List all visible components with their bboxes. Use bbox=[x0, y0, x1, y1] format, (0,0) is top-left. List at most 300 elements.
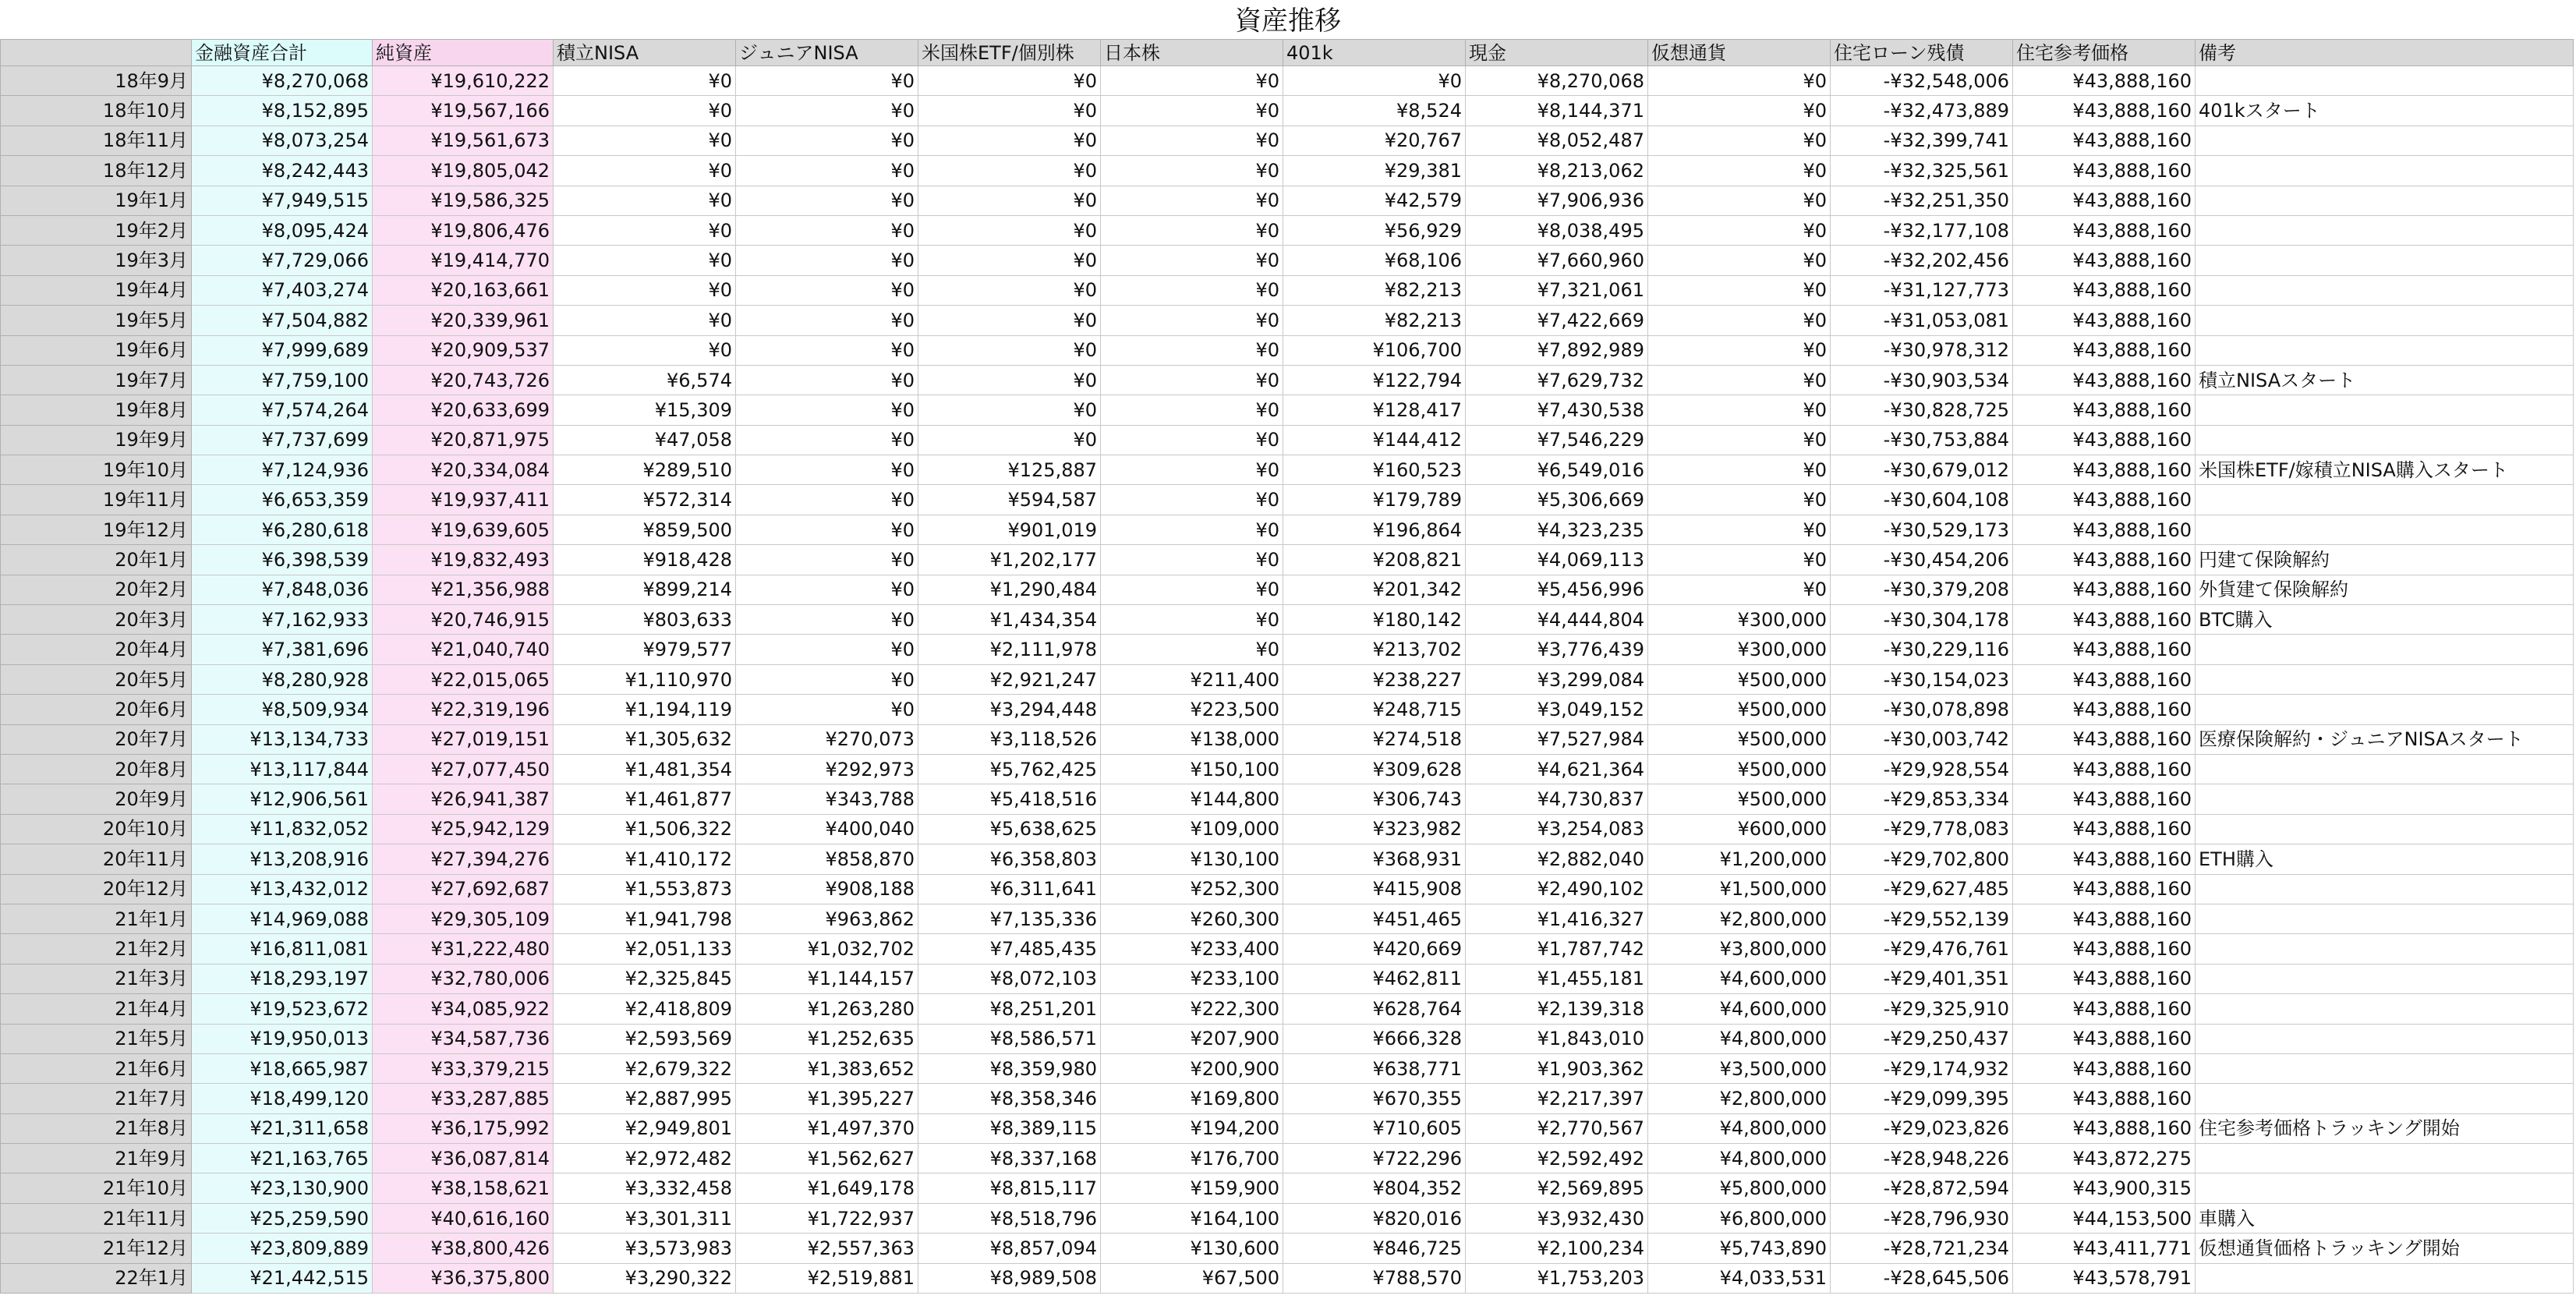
data-cell[interactable]: ¥1,500,000 bbox=[1648, 874, 1831, 904]
data-cell[interactable]: ¥274,518 bbox=[1283, 724, 1466, 754]
data-cell[interactable]: -¥29,476,761 bbox=[1831, 934, 2013, 964]
financial-assets-cell[interactable]: ¥25,259,590 bbox=[192, 1203, 373, 1233]
data-cell[interactable]: ¥7,422,669 bbox=[1466, 306, 1648, 335]
net-assets-cell[interactable]: ¥20,163,661 bbox=[373, 275, 554, 305]
note-cell[interactable] bbox=[2196, 156, 2574, 186]
data-cell[interactable]: ¥500,000 bbox=[1648, 754, 1831, 784]
data-cell[interactable]: ¥462,811 bbox=[1283, 964, 1466, 993]
data-cell[interactable]: -¥29,099,395 bbox=[1831, 1084, 2013, 1113]
data-cell[interactable]: ¥8,072,103 bbox=[918, 964, 1101, 993]
data-cell[interactable]: ¥1,395,227 bbox=[736, 1084, 918, 1113]
data-cell[interactable]: -¥30,454,206 bbox=[1831, 545, 2013, 575]
data-cell[interactable]: ¥1,290,484 bbox=[918, 575, 1101, 604]
row-label[interactable]: 21年10月 bbox=[1, 1173, 192, 1203]
data-cell[interactable]: -¥28,872,594 bbox=[1831, 1173, 2013, 1203]
note-cell[interactable] bbox=[2196, 1263, 2574, 1293]
note-cell[interactable] bbox=[2196, 1144, 2574, 1173]
note-cell[interactable]: 車購入 bbox=[2196, 1203, 2574, 1233]
data-cell[interactable]: ¥4,730,837 bbox=[1466, 784, 1648, 814]
data-cell[interactable]: ¥4,800,000 bbox=[1648, 1113, 1831, 1143]
net-assets-cell[interactable]: ¥26,941,387 bbox=[373, 784, 554, 814]
data-cell[interactable]: -¥28,796,930 bbox=[1831, 1203, 2013, 1233]
net-assets-cell[interactable]: ¥40,616,160 bbox=[373, 1203, 554, 1233]
note-cell[interactable] bbox=[2196, 515, 2574, 544]
note-cell[interactable] bbox=[2196, 1053, 2574, 1083]
data-cell[interactable]: ¥0 bbox=[736, 246, 918, 275]
data-cell[interactable]: ¥7,892,989 bbox=[1466, 335, 1648, 365]
data-cell[interactable]: ¥306,743 bbox=[1283, 784, 1466, 814]
note-cell[interactable] bbox=[2196, 1084, 2574, 1113]
column-header[interactable]: 純資産 bbox=[373, 40, 554, 66]
data-cell[interactable]: ¥0 bbox=[736, 66, 918, 96]
financial-assets-cell[interactable]: ¥7,403,274 bbox=[192, 275, 373, 305]
data-cell[interactable]: ¥3,290,322 bbox=[554, 1263, 736, 1293]
data-cell[interactable]: ¥169,800 bbox=[1101, 1084, 1283, 1113]
data-cell[interactable]: ¥270,073 bbox=[736, 724, 918, 754]
data-cell[interactable]: ¥43,888,160 bbox=[2013, 664, 2196, 694]
financial-assets-cell[interactable]: ¥13,208,916 bbox=[192, 844, 373, 874]
data-cell[interactable]: -¥29,174,932 bbox=[1831, 1053, 2013, 1083]
row-label[interactable]: 21年5月 bbox=[1, 1024, 192, 1053]
data-cell[interactable]: ¥2,111,978 bbox=[918, 635, 1101, 664]
net-assets-cell[interactable]: ¥20,339,961 bbox=[373, 306, 554, 335]
data-cell[interactable]: ¥7,430,538 bbox=[1466, 395, 1648, 425]
note-cell[interactable]: BTC購入 bbox=[2196, 605, 2574, 635]
data-cell[interactable]: ¥109,000 bbox=[1101, 814, 1283, 844]
data-cell[interactable]: ¥1,200,000 bbox=[1648, 844, 1831, 874]
column-header[interactable]: 仮想通貨 bbox=[1648, 40, 1831, 66]
note-cell[interactable] bbox=[2196, 904, 2574, 933]
data-cell[interactable]: ¥899,214 bbox=[554, 575, 736, 604]
data-cell[interactable]: ¥8,144,371 bbox=[1466, 96, 1648, 126]
net-assets-cell[interactable]: ¥19,414,770 bbox=[373, 246, 554, 275]
column-header[interactable]: 金融資産合計 bbox=[192, 40, 373, 66]
data-cell[interactable]: ¥43,888,160 bbox=[2013, 485, 2196, 515]
data-cell[interactable]: ¥43,888,160 bbox=[2013, 365, 2196, 395]
data-cell[interactable]: ¥0 bbox=[918, 215, 1101, 245]
net-assets-cell[interactable]: ¥21,356,988 bbox=[373, 575, 554, 604]
net-assets-cell[interactable]: ¥31,222,480 bbox=[373, 934, 554, 964]
data-cell[interactable]: ¥0 bbox=[918, 425, 1101, 455]
data-cell[interactable]: ¥0 bbox=[1101, 365, 1283, 395]
data-cell[interactable]: ¥20,767 bbox=[1283, 126, 1466, 155]
row-label[interactable]: 20年7月 bbox=[1, 724, 192, 754]
data-cell[interactable]: ¥4,323,235 bbox=[1466, 515, 1648, 544]
data-cell[interactable]: ¥260,300 bbox=[1101, 904, 1283, 933]
data-cell[interactable]: ¥68,106 bbox=[1283, 246, 1466, 275]
data-cell[interactable]: ¥194,200 bbox=[1101, 1113, 1283, 1143]
data-cell[interactable]: ¥451,465 bbox=[1283, 904, 1466, 933]
row-label[interactable]: 21年3月 bbox=[1, 964, 192, 993]
data-cell[interactable]: ¥3,299,084 bbox=[1466, 664, 1648, 694]
data-cell[interactable]: ¥43,578,791 bbox=[2013, 1263, 2196, 1293]
note-cell[interactable] bbox=[2196, 695, 2574, 724]
net-assets-cell[interactable]: ¥27,019,151 bbox=[373, 724, 554, 754]
data-cell[interactable]: ¥0 bbox=[736, 306, 918, 335]
data-cell[interactable]: ¥4,600,000 bbox=[1648, 994, 1831, 1024]
data-cell[interactable]: ¥1,252,635 bbox=[736, 1024, 918, 1053]
note-cell[interactable] bbox=[2196, 485, 2574, 515]
data-cell[interactable]: ¥5,762,425 bbox=[918, 754, 1101, 784]
financial-assets-cell[interactable]: ¥13,134,733 bbox=[192, 724, 373, 754]
data-cell[interactable]: ¥43,888,160 bbox=[2013, 964, 2196, 993]
net-assets-cell[interactable]: ¥27,692,687 bbox=[373, 874, 554, 904]
net-assets-cell[interactable]: ¥19,805,042 bbox=[373, 156, 554, 186]
data-cell[interactable]: ¥1,903,362 bbox=[1466, 1053, 1648, 1083]
data-cell[interactable]: -¥30,529,173 bbox=[1831, 515, 2013, 544]
data-cell[interactable]: ¥8,989,508 bbox=[918, 1263, 1101, 1293]
data-cell[interactable]: ¥0 bbox=[1648, 96, 1831, 126]
data-cell[interactable]: -¥29,552,139 bbox=[1831, 904, 2013, 933]
financial-assets-cell[interactable]: ¥7,381,696 bbox=[192, 635, 373, 664]
note-cell[interactable] bbox=[2196, 425, 2574, 455]
data-cell[interactable]: ¥43,888,160 bbox=[2013, 1113, 2196, 1143]
data-cell[interactable]: ¥82,213 bbox=[1283, 306, 1466, 335]
data-cell[interactable]: ¥0 bbox=[554, 186, 736, 215]
data-cell[interactable]: ¥0 bbox=[918, 156, 1101, 186]
data-cell[interactable]: ¥150,100 bbox=[1101, 754, 1283, 784]
data-cell[interactable]: ¥4,800,000 bbox=[1648, 1024, 1831, 1053]
data-cell[interactable]: ¥1,722,937 bbox=[736, 1203, 918, 1233]
data-cell[interactable]: ¥979,577 bbox=[554, 635, 736, 664]
data-cell[interactable]: ¥0 bbox=[1101, 215, 1283, 245]
financial-assets-cell[interactable]: ¥8,242,443 bbox=[192, 156, 373, 186]
data-cell[interactable]: ¥43,888,160 bbox=[2013, 275, 2196, 305]
financial-assets-cell[interactable]: ¥23,130,900 bbox=[192, 1173, 373, 1203]
net-assets-cell[interactable]: ¥19,567,166 bbox=[373, 96, 554, 126]
net-assets-cell[interactable]: ¥19,832,493 bbox=[373, 545, 554, 575]
financial-assets-cell[interactable]: ¥8,509,934 bbox=[192, 695, 373, 724]
data-cell[interactable]: ¥1,455,181 bbox=[1466, 964, 1648, 993]
row-label[interactable]: 20年1月 bbox=[1, 545, 192, 575]
data-cell[interactable]: ¥859,500 bbox=[554, 515, 736, 544]
data-cell[interactable]: ¥1,032,702 bbox=[736, 934, 918, 964]
data-cell[interactable]: ¥3,118,526 bbox=[918, 724, 1101, 754]
data-cell[interactable]: ¥43,888,160 bbox=[2013, 1084, 2196, 1113]
financial-assets-cell[interactable]: ¥7,124,936 bbox=[192, 455, 373, 485]
data-cell[interactable]: -¥32,325,561 bbox=[1831, 156, 2013, 186]
data-cell[interactable]: ¥1,481,354 bbox=[554, 754, 736, 784]
data-cell[interactable]: ¥5,456,996 bbox=[1466, 575, 1648, 604]
data-cell[interactable]: ¥2,100,234 bbox=[1466, 1234, 1648, 1263]
data-cell[interactable]: ¥2,217,397 bbox=[1466, 1084, 1648, 1113]
data-cell[interactable]: ¥1,562,627 bbox=[736, 1144, 918, 1173]
financial-assets-cell[interactable]: ¥8,280,928 bbox=[192, 664, 373, 694]
data-cell[interactable]: ¥0 bbox=[1101, 635, 1283, 664]
data-cell[interactable]: ¥289,510 bbox=[554, 455, 736, 485]
data-cell[interactable]: ¥0 bbox=[736, 695, 918, 724]
data-cell[interactable]: ¥0 bbox=[1648, 306, 1831, 335]
data-cell[interactable]: ¥1,194,119 bbox=[554, 695, 736, 724]
note-cell[interactable] bbox=[2196, 1173, 2574, 1203]
note-cell[interactable] bbox=[2196, 784, 2574, 814]
column-header[interactable]: 積立NISA bbox=[554, 40, 736, 66]
data-cell[interactable]: ¥42,579 bbox=[1283, 186, 1466, 215]
column-header[interactable]: 日本株 bbox=[1101, 40, 1283, 66]
note-cell[interactable]: 外貨建て保険解約 bbox=[2196, 575, 2574, 604]
data-cell[interactable]: -¥30,903,534 bbox=[1831, 365, 2013, 395]
data-cell[interactable]: ¥7,527,984 bbox=[1466, 724, 1648, 754]
note-cell[interactable] bbox=[2196, 186, 2574, 215]
data-cell[interactable]: ¥8,358,346 bbox=[918, 1084, 1101, 1113]
data-cell[interactable]: ¥8,052,487 bbox=[1466, 126, 1648, 155]
row-label[interactable]: 19年7月 bbox=[1, 365, 192, 395]
data-cell[interactable]: ¥128,417 bbox=[1283, 395, 1466, 425]
net-assets-cell[interactable]: ¥20,743,726 bbox=[373, 365, 554, 395]
financial-assets-cell[interactable]: ¥8,095,424 bbox=[192, 215, 373, 245]
data-cell[interactable]: ¥1,461,877 bbox=[554, 784, 736, 814]
data-cell[interactable]: ¥130,100 bbox=[1101, 844, 1283, 874]
row-label[interactable]: 20年3月 bbox=[1, 605, 192, 635]
data-cell[interactable]: ¥2,972,482 bbox=[554, 1144, 736, 1173]
financial-assets-cell[interactable]: ¥7,848,036 bbox=[192, 575, 373, 604]
data-cell[interactable]: ¥7,546,229 bbox=[1466, 425, 1648, 455]
data-cell[interactable]: ¥3,254,083 bbox=[1466, 814, 1648, 844]
data-cell[interactable]: ¥43,888,160 bbox=[2013, 605, 2196, 635]
note-cell[interactable]: 医療保険解約・ジュニアNISAスタート bbox=[2196, 724, 2574, 754]
data-cell[interactable]: ¥3,294,448 bbox=[918, 695, 1101, 724]
data-cell[interactable]: ¥572,314 bbox=[554, 485, 736, 515]
data-cell[interactable]: ¥0 bbox=[736, 126, 918, 155]
data-cell[interactable]: ¥1,497,370 bbox=[736, 1113, 918, 1143]
data-cell[interactable]: ¥309,628 bbox=[1283, 754, 1466, 784]
data-cell[interactable]: ¥43,888,160 bbox=[2013, 754, 2196, 784]
data-cell[interactable]: ¥6,574 bbox=[554, 365, 736, 395]
data-cell[interactable]: ¥666,328 bbox=[1283, 1024, 1466, 1053]
financial-assets-cell[interactable]: ¥7,504,882 bbox=[192, 306, 373, 335]
data-cell[interactable]: ¥138,000 bbox=[1101, 724, 1283, 754]
data-cell[interactable]: ¥0 bbox=[1101, 306, 1283, 335]
data-cell[interactable]: ¥4,069,113 bbox=[1466, 545, 1648, 575]
note-cell[interactable]: 401kスタート bbox=[2196, 96, 2574, 126]
net-assets-cell[interactable]: ¥27,077,450 bbox=[373, 754, 554, 784]
data-cell[interactable]: ¥43,888,160 bbox=[2013, 66, 2196, 96]
row-label[interactable]: 19年2月 bbox=[1, 215, 192, 245]
data-cell[interactable]: ¥0 bbox=[918, 246, 1101, 275]
data-cell[interactable]: ¥0 bbox=[736, 365, 918, 395]
financial-assets-cell[interactable]: ¥7,999,689 bbox=[192, 335, 373, 365]
data-cell[interactable]: ¥820,016 bbox=[1283, 1203, 1466, 1233]
data-cell[interactable]: ¥4,600,000 bbox=[1648, 964, 1831, 993]
net-assets-cell[interactable]: ¥33,287,885 bbox=[373, 1084, 554, 1113]
row-label[interactable]: 21年8月 bbox=[1, 1113, 192, 1143]
data-cell[interactable]: ¥5,800,000 bbox=[1648, 1173, 1831, 1203]
data-cell[interactable]: ¥0 bbox=[1648, 425, 1831, 455]
data-cell[interactable]: ¥43,888,160 bbox=[2013, 215, 2196, 245]
data-cell[interactable]: -¥32,473,889 bbox=[1831, 96, 2013, 126]
data-cell[interactable]: ¥43,888,160 bbox=[2013, 904, 2196, 933]
data-cell[interactable]: ¥1,553,873 bbox=[554, 874, 736, 904]
net-assets-cell[interactable]: ¥34,587,736 bbox=[373, 1024, 554, 1053]
data-cell[interactable]: ¥0 bbox=[1648, 395, 1831, 425]
data-cell[interactable]: ¥343,788 bbox=[736, 784, 918, 814]
financial-assets-cell[interactable]: ¥7,737,699 bbox=[192, 425, 373, 455]
data-cell[interactable]: ¥7,629,732 bbox=[1466, 365, 1648, 395]
column-header[interactable]: 現金 bbox=[1466, 40, 1648, 66]
data-cell[interactable]: -¥31,127,773 bbox=[1831, 275, 2013, 305]
data-cell[interactable]: ¥0 bbox=[1101, 485, 1283, 515]
data-cell[interactable]: -¥29,627,485 bbox=[1831, 874, 2013, 904]
financial-assets-cell[interactable]: ¥13,117,844 bbox=[192, 754, 373, 784]
data-cell[interactable]: ¥8,359,980 bbox=[918, 1053, 1101, 1083]
financial-assets-cell[interactable]: ¥11,832,052 bbox=[192, 814, 373, 844]
data-cell[interactable]: ¥43,888,160 bbox=[2013, 1053, 2196, 1083]
data-cell[interactable]: ¥15,309 bbox=[554, 395, 736, 425]
data-cell[interactable]: ¥7,485,435 bbox=[918, 934, 1101, 964]
data-cell[interactable]: ¥3,573,983 bbox=[554, 1234, 736, 1263]
data-cell[interactable]: ¥3,932,430 bbox=[1466, 1203, 1648, 1233]
data-cell[interactable]: ¥0 bbox=[1101, 575, 1283, 604]
data-cell[interactable]: ¥0 bbox=[736, 635, 918, 664]
data-cell[interactable]: ¥0 bbox=[554, 335, 736, 365]
note-cell[interactable] bbox=[2196, 664, 2574, 694]
data-cell[interactable]: ¥0 bbox=[1101, 455, 1283, 485]
data-cell[interactable]: ¥43,888,160 bbox=[2013, 186, 2196, 215]
data-cell[interactable]: ¥0 bbox=[1101, 186, 1283, 215]
data-cell[interactable]: ¥1,410,172 bbox=[554, 844, 736, 874]
row-label[interactable]: 20年8月 bbox=[1, 754, 192, 784]
data-cell[interactable]: ¥223,500 bbox=[1101, 695, 1283, 724]
data-cell[interactable]: ¥29,381 bbox=[1283, 156, 1466, 186]
data-cell[interactable]: -¥30,003,742 bbox=[1831, 724, 2013, 754]
data-cell[interactable]: ¥82,213 bbox=[1283, 275, 1466, 305]
row-label[interactable]: 21年11月 bbox=[1, 1203, 192, 1233]
data-cell[interactable]: ¥1,383,652 bbox=[736, 1053, 918, 1083]
data-cell[interactable]: ¥0 bbox=[1648, 156, 1831, 186]
net-assets-cell[interactable]: ¥22,015,065 bbox=[373, 664, 554, 694]
data-cell[interactable]: ¥43,888,160 bbox=[2013, 874, 2196, 904]
financial-assets-cell[interactable]: ¥19,523,672 bbox=[192, 994, 373, 1024]
data-cell[interactable]: ¥0 bbox=[1648, 246, 1831, 275]
data-cell[interactable]: ¥0 bbox=[1283, 66, 1466, 96]
data-cell[interactable]: ¥43,888,160 bbox=[2013, 96, 2196, 126]
data-cell[interactable]: ¥0 bbox=[1101, 425, 1283, 455]
data-cell[interactable]: ¥43,888,160 bbox=[2013, 695, 2196, 724]
row-label[interactable]: 19年9月 bbox=[1, 425, 192, 455]
financial-assets-cell[interactable]: ¥7,162,933 bbox=[192, 605, 373, 635]
data-cell[interactable]: ¥420,669 bbox=[1283, 934, 1466, 964]
financial-assets-cell[interactable]: ¥21,163,765 bbox=[192, 1144, 373, 1173]
row-label[interactable]: 20年10月 bbox=[1, 814, 192, 844]
data-cell[interactable]: ¥0 bbox=[1101, 126, 1283, 155]
row-label[interactable]: 20年12月 bbox=[1, 874, 192, 904]
net-assets-cell[interactable]: ¥19,561,673 bbox=[373, 126, 554, 155]
data-cell[interactable]: ¥628,764 bbox=[1283, 994, 1466, 1024]
data-cell[interactable]: ¥0 bbox=[736, 664, 918, 694]
data-cell[interactable]: ¥43,888,160 bbox=[2013, 814, 2196, 844]
data-cell[interactable]: -¥32,548,006 bbox=[1831, 66, 2013, 96]
note-cell[interactable]: 住宅参考価格トラッキング開始 bbox=[2196, 1113, 2574, 1143]
data-cell[interactable]: -¥29,778,083 bbox=[1831, 814, 2013, 844]
data-cell[interactable]: ¥0 bbox=[918, 306, 1101, 335]
data-cell[interactable]: -¥30,154,023 bbox=[1831, 664, 2013, 694]
data-cell[interactable]: ¥0 bbox=[1648, 186, 1831, 215]
net-assets-cell[interactable]: ¥20,909,537 bbox=[373, 335, 554, 365]
data-cell[interactable]: ¥1,843,010 bbox=[1466, 1024, 1648, 1053]
row-label[interactable]: 20年11月 bbox=[1, 844, 192, 874]
data-cell[interactable]: ¥300,000 bbox=[1648, 605, 1831, 635]
data-cell[interactable]: ¥500,000 bbox=[1648, 664, 1831, 694]
data-cell[interactable]: ¥238,227 bbox=[1283, 664, 1466, 694]
data-cell[interactable]: ¥252,300 bbox=[1101, 874, 1283, 904]
data-cell[interactable]: ¥3,776,439 bbox=[1466, 635, 1648, 664]
data-cell[interactable]: ¥2,887,995 bbox=[554, 1084, 736, 1113]
data-cell[interactable]: ¥43,888,160 bbox=[2013, 575, 2196, 604]
note-cell[interactable] bbox=[2196, 395, 2574, 425]
data-cell[interactable]: ¥43,888,160 bbox=[2013, 455, 2196, 485]
row-label[interactable]: 19年11月 bbox=[1, 485, 192, 515]
financial-assets-cell[interactable]: ¥8,270,068 bbox=[192, 66, 373, 96]
financial-assets-cell[interactable]: ¥18,665,987 bbox=[192, 1053, 373, 1083]
note-cell[interactable] bbox=[2196, 246, 2574, 275]
data-cell[interactable]: -¥32,251,350 bbox=[1831, 186, 2013, 215]
data-cell[interactable]: ¥300,000 bbox=[1648, 635, 1831, 664]
data-cell[interactable]: ¥106,700 bbox=[1283, 335, 1466, 365]
data-cell[interactable]: ¥0 bbox=[1648, 215, 1831, 245]
data-cell[interactable]: ¥1,110,970 bbox=[554, 664, 736, 694]
data-cell[interactable]: ¥0 bbox=[918, 335, 1101, 365]
data-cell[interactable]: ¥164,100 bbox=[1101, 1203, 1283, 1233]
data-cell[interactable]: ¥600,000 bbox=[1648, 814, 1831, 844]
data-cell[interactable]: -¥32,399,741 bbox=[1831, 126, 2013, 155]
data-cell[interactable]: ¥5,418,516 bbox=[918, 784, 1101, 814]
data-cell[interactable]: ¥6,549,016 bbox=[1466, 455, 1648, 485]
data-cell[interactable]: ¥7,321,061 bbox=[1466, 275, 1648, 305]
row-label[interactable]: 21年6月 bbox=[1, 1053, 192, 1083]
data-cell[interactable]: ¥6,800,000 bbox=[1648, 1203, 1831, 1233]
data-cell[interactable]: ¥0 bbox=[736, 455, 918, 485]
data-cell[interactable]: ¥0 bbox=[736, 395, 918, 425]
data-cell[interactable]: ¥0 bbox=[736, 485, 918, 515]
note-cell[interactable]: 積立NISAスタート bbox=[2196, 365, 2574, 395]
data-cell[interactable]: ¥8,389,115 bbox=[918, 1113, 1101, 1143]
data-cell[interactable]: ¥0 bbox=[554, 126, 736, 155]
data-cell[interactable]: ¥0 bbox=[918, 96, 1101, 126]
data-cell[interactable]: ¥0 bbox=[1648, 275, 1831, 305]
data-cell[interactable]: -¥28,645,506 bbox=[1831, 1263, 2013, 1293]
data-cell[interactable]: ¥0 bbox=[554, 66, 736, 96]
net-assets-cell[interactable]: ¥19,639,605 bbox=[373, 515, 554, 544]
note-cell[interactable] bbox=[2196, 874, 2574, 904]
data-cell[interactable]: ¥0 bbox=[918, 186, 1101, 215]
data-cell[interactable]: ¥8,857,094 bbox=[918, 1234, 1101, 1263]
data-cell[interactable]: ¥3,049,152 bbox=[1466, 695, 1648, 724]
data-cell[interactable]: -¥30,304,178 bbox=[1831, 605, 2013, 635]
column-header[interactable]: 住宅参考価格 bbox=[2013, 40, 2196, 66]
data-cell[interactable]: ¥2,490,102 bbox=[1466, 874, 1648, 904]
data-cell[interactable]: ¥144,412 bbox=[1283, 425, 1466, 455]
data-cell[interactable]: ¥400,040 bbox=[736, 814, 918, 844]
data-cell[interactable]: ¥0 bbox=[1101, 395, 1283, 425]
data-cell[interactable]: ¥0 bbox=[1101, 335, 1283, 365]
note-cell[interactable] bbox=[2196, 66, 2574, 96]
net-assets-cell[interactable]: ¥19,610,222 bbox=[373, 66, 554, 96]
data-cell[interactable]: ¥43,888,160 bbox=[2013, 635, 2196, 664]
data-cell[interactable]: ¥43,888,160 bbox=[2013, 724, 2196, 754]
data-cell[interactable]: ¥43,411,771 bbox=[2013, 1234, 2196, 1263]
data-cell[interactable]: ¥0 bbox=[736, 545, 918, 575]
data-cell[interactable]: ¥0 bbox=[1101, 545, 1283, 575]
data-cell[interactable]: ¥67,500 bbox=[1101, 1263, 1283, 1293]
data-cell[interactable]: ¥0 bbox=[1101, 275, 1283, 305]
data-cell[interactable]: ¥2,800,000 bbox=[1648, 904, 1831, 933]
row-label[interactable]: 20年2月 bbox=[1, 575, 192, 604]
data-cell[interactable]: ¥56,929 bbox=[1283, 215, 1466, 245]
data-cell[interactable]: ¥803,633 bbox=[554, 605, 736, 635]
data-cell[interactable]: -¥28,948,226 bbox=[1831, 1144, 2013, 1173]
data-cell[interactable]: ¥233,400 bbox=[1101, 934, 1283, 964]
data-cell[interactable]: ¥788,570 bbox=[1283, 1263, 1466, 1293]
